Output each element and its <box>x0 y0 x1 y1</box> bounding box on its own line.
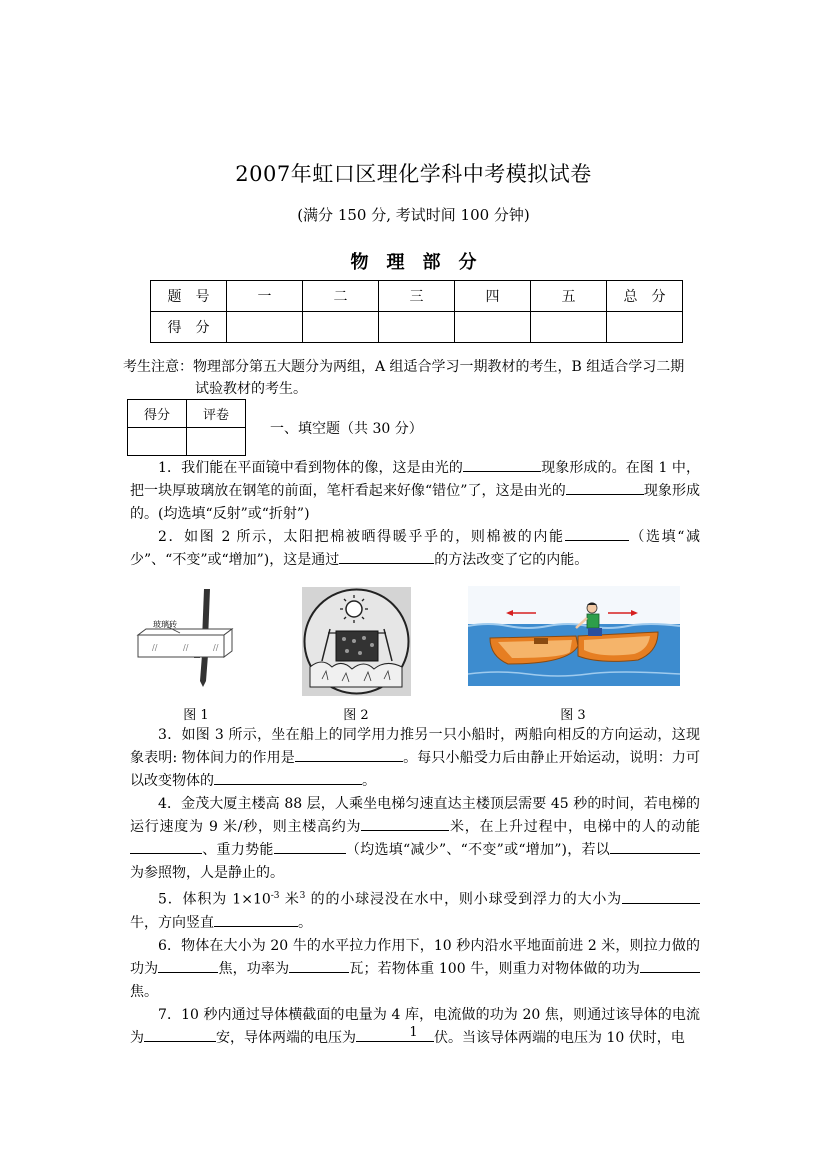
answer-blank[interactable] <box>463 457 541 472</box>
grader-score-cell[interactable] <box>128 428 187 456</box>
score-input-cell[interactable] <box>607 312 683 343</box>
answer-blank[interactable] <box>566 480 644 495</box>
answer-blank[interactable] <box>610 839 700 854</box>
figure-2-caption: 图 2 <box>343 708 369 723</box>
answer-blank[interactable] <box>339 549 434 564</box>
figure-1-caption: 图 1 <box>183 708 209 723</box>
grader-reviewer-label: 评卷 <box>187 400 246 428</box>
pen-glass-illustration <box>128 585 258 690</box>
section-title: 物理部分 <box>350 252 495 273</box>
score-cell: 题 号 <box>151 281 227 312</box>
question-4: 4．金茂大厦主楼高 88 层，人乘坐电梯匀速直达主楼顶层需要 45 秒的时间，若电梯的运行速度为 9 米/秒，则主楼高约为 米，在上升过程中，电梯中的人的动能、重力势能 （均选填“减少”、“不变”或“增加”)，若以为参照物，人是静止的。 <box>130 796 700 881</box>
page-title: 2007年虹口区理化学科中考模拟试卷 <box>235 162 592 186</box>
answer-blank[interactable] <box>158 958 218 973</box>
question-5: 5．体积为 $1\times 10^{-3}$ 米$^3$ 的的小球浸没在水中，则小球受到浮力的大小为牛，方向竖直 。 <box>130 885 700 935</box>
question-2: 2．如图 2 所示，太阳把棉被晒得暖乎乎的，则棉被的内能 （选填“减少”、“不变”或“增加”)，这是通过 的方法改变了它的内能。 <box>130 526 700 572</box>
grader-reviewer-cell[interactable] <box>187 428 246 456</box>
answer-blank[interactable] <box>565 526 629 541</box>
answer-blank[interactable] <box>622 889 700 904</box>
question-3: 3．如图 3 所示，坐在船上的同学用力推另一只小船时，两船向相反的方向运动，这现象表明: 物体间力的作用是 。每只小船受力后由静止开始运动，说明：力可以改变物体的 。 <box>130 727 701 789</box>
answer-blank[interactable] <box>295 747 403 762</box>
score-input-cell[interactable] <box>303 312 379 343</box>
fig1-label: 玻璃砖 <box>153 620 177 629</box>
answer-blank[interactable] <box>214 912 298 927</box>
boats-illustration <box>468 586 680 686</box>
page-number: 1 <box>409 1025 418 1040</box>
score-input-cell[interactable] <box>379 312 455 343</box>
notice-line-1: 考生注意：物理部分第五大题分为两组，A 组适合学习一期教材的考生，B 组适合学习二期 <box>123 359 685 375</box>
score-cell: 五 <box>531 281 607 312</box>
grader-score-label: 得分 <box>128 400 187 428</box>
answer-blank[interactable] <box>361 816 449 831</box>
svg-text://: // <box>213 643 219 652</box>
score-cell: 得 分 <box>151 312 227 343</box>
answer-blank[interactable] <box>640 958 700 973</box>
question-6: 6．物体在大小为 20 牛的水平拉力作用下，10 秒内沿水平地面前进 2 米，则拉力做的功为 焦，功率为 瓦；若物体重 100 牛，则重力对物体做的功为焦。 <box>130 937 700 1000</box>
figure-3 <box>468 586 680 686</box>
score-cell: 一 <box>227 281 303 312</box>
score-cell: 四 <box>455 281 531 312</box>
score-cell: 二 <box>303 281 379 312</box>
sun-quilt-illustration <box>302 587 411 696</box>
score-table <box>150 280 683 343</box>
answer-blank[interactable] <box>130 839 202 854</box>
score-input-cell[interactable] <box>455 312 531 343</box>
question-7: 7．10 秒内通过导体横截面的电量为 4 库，电流做的功为 20 焦，则通过该导体的电流为 安，导体两端的电压为 伏。当该导体两端的电压为 10 伏时，电 <box>130 1006 700 1046</box>
score-cell: 三 <box>379 281 455 312</box>
score-table-header-row <box>151 281 683 312</box>
figure-1 <box>128 585 258 690</box>
figure-2 <box>302 587 411 696</box>
answer-blank[interactable] <box>289 958 349 973</box>
score-table-score-row <box>151 312 683 343</box>
answer-blank[interactable] <box>214 770 362 785</box>
score-cell: 总 分 <box>607 281 683 312</box>
candidate-notice <box>123 356 723 400</box>
notice-line-2: 试验教材的考生。 <box>195 381 307 397</box>
svg-text://: // <box>152 643 158 652</box>
question-block-1-2 <box>130 457 700 572</box>
score-input-cell[interactable] <box>227 312 303 343</box>
question-1: 1．我们能在平面镜中看到物体的像，这是由光的 现象形成的。在图 1 中，把一块厚玻璃放在钢笔的前面，笔杆看起来好像“错位”了，这是由光的 现象形成的。(均选填“反射”或“折射”) <box>130 457 700 526</box>
question-block-3-7 <box>130 724 700 1050</box>
pen-lower-icon <box>200 655 208 687</box>
exam-subtitle: (满分 150 分, 考试时间 100 分钟) <box>297 206 530 224</box>
svg-text://: // <box>183 643 189 652</box>
answer-blank[interactable] <box>274 839 346 854</box>
part1-heading: 一、填空题（共 30 分） <box>270 421 423 437</box>
grader-table <box>127 399 246 456</box>
figure-3-caption: 图 3 <box>560 708 586 723</box>
score-input-cell[interactable] <box>531 312 607 343</box>
